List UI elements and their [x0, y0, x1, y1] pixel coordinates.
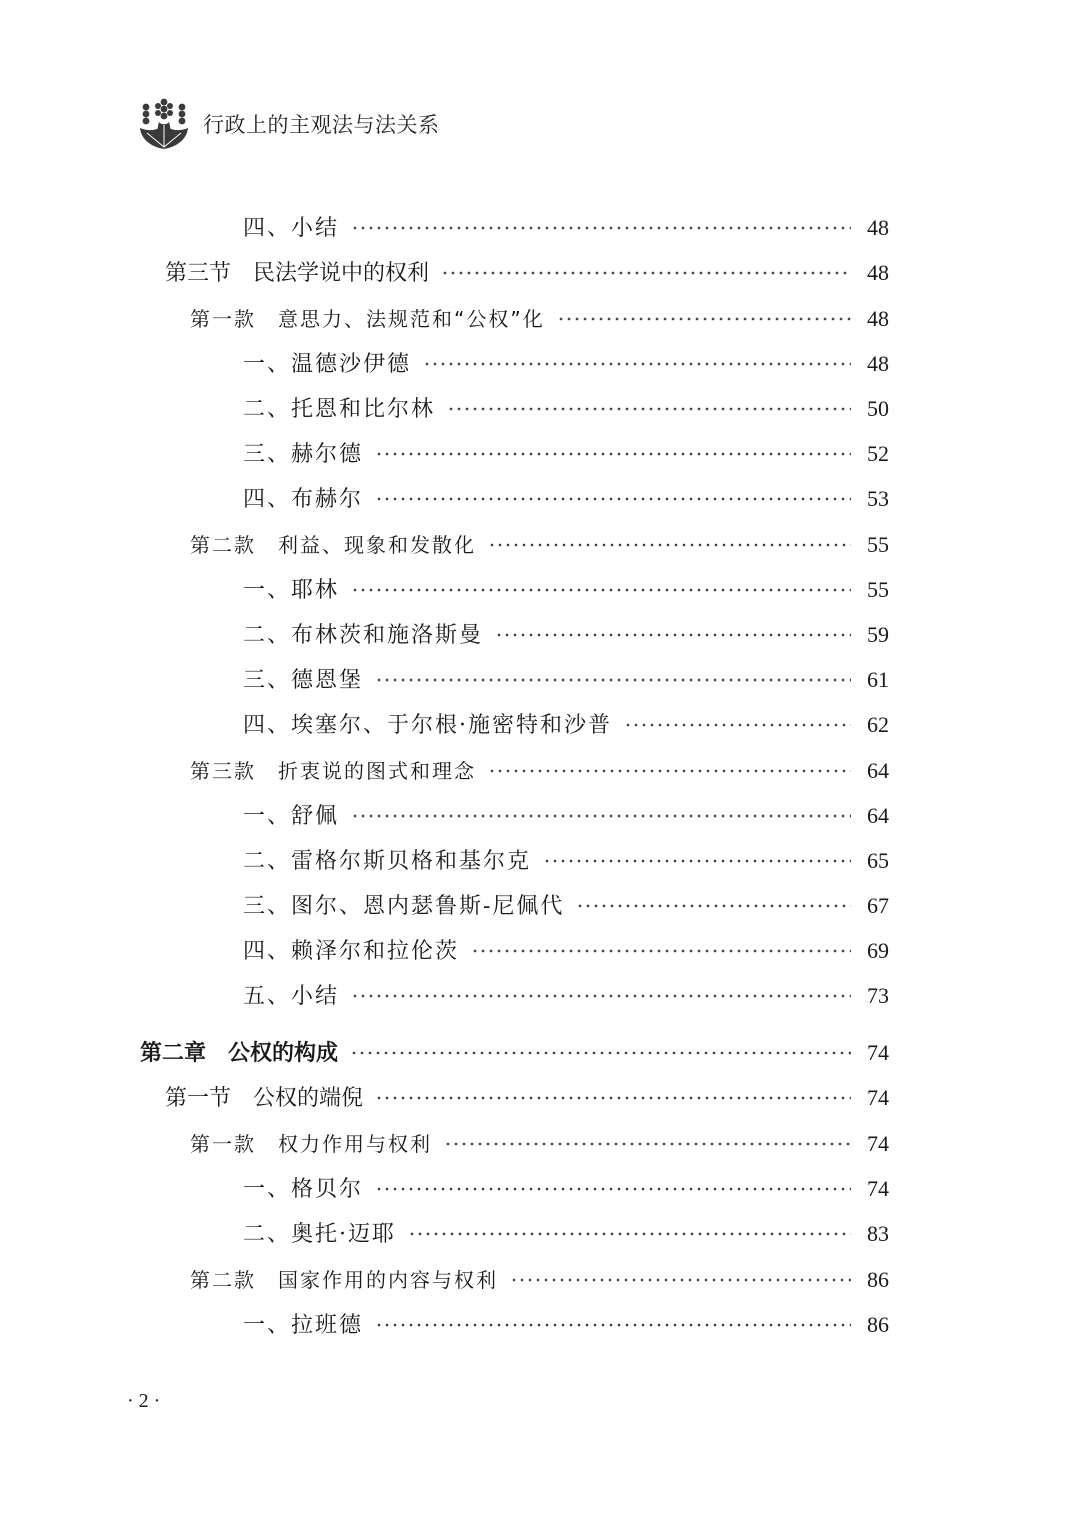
- dot-leader: [351, 226, 851, 230]
- toc-entry-title: 第一款 权力作用与权利: [190, 1132, 432, 1156]
- toc-entry-page-number: 86: [867, 1267, 889, 1292]
- toc-entry-title: 第一款 意思力、法规范和“公权”化: [190, 307, 545, 331]
- dot-leader: [375, 452, 851, 456]
- toc-entry-page-number: 83: [867, 1221, 889, 1246]
- dot-leader: [375, 678, 851, 682]
- dot-leader: [375, 1323, 851, 1327]
- toc-entry-page-number: 74: [867, 1040, 889, 1065]
- toc-entry-item: [243, 573, 889, 607]
- toc-entry-article: [190, 302, 889, 336]
- toc-entry-page-number: 67: [867, 893, 889, 918]
- toc-entry-section: [165, 256, 889, 290]
- dot-leader: [557, 317, 851, 321]
- toc-entry-article: [190, 1263, 889, 1297]
- toc-entry-page-number: 50: [867, 396, 889, 421]
- toc-entry-item: [243, 392, 889, 426]
- toc-entry-title: 四、埃塞尔、于尔根·施密特和沙普: [243, 713, 612, 738]
- toc-entry-title: 二、托恩和比尔林: [243, 397, 436, 422]
- toc-entry-item: [243, 1172, 889, 1206]
- toc-entry-title: 三、德恩堡: [243, 668, 364, 693]
- page-number: · 2 ·: [127, 1390, 161, 1412]
- running-header-title: 行政上的主观法与法关系: [203, 113, 440, 137]
- toc-entry-page-number: 53: [867, 486, 889, 511]
- toc-entry-page-number: 48: [867, 351, 889, 376]
- toc-entry-item: [243, 708, 889, 742]
- toc-entry-chapter: [140, 1036, 889, 1070]
- toc-entry-page-number: 55: [867, 577, 889, 602]
- dot-leader: [447, 407, 851, 411]
- toc-entry-title: 二、雷格尔斯贝格和基尔克: [243, 849, 532, 874]
- toc-entry-title: 四、布赫尔: [243, 487, 364, 512]
- toc-entry-page-number: 48: [867, 260, 889, 285]
- toc-entry-title: 第二款 利益、现象和发散化: [190, 533, 476, 557]
- toc-entry-item: [243, 211, 889, 245]
- toc-entry-item: [243, 482, 889, 516]
- dot-leader: [408, 1232, 851, 1236]
- toc-entry-title: 五、小结: [243, 984, 340, 1009]
- toc-entry-article: [190, 754, 889, 788]
- dot-leader: [510, 1278, 851, 1282]
- dot-leader: [471, 949, 851, 953]
- toc-entry-page-number: 64: [867, 758, 889, 783]
- toc-entry-item: [243, 934, 889, 968]
- toc-entry-item: [243, 844, 889, 878]
- dot-leader: [441, 271, 851, 275]
- toc-entry-title: 四、小结: [243, 216, 340, 241]
- toc-entry-page-number: 62: [867, 712, 889, 737]
- toc-entry-title: 一、舒佩: [243, 804, 340, 829]
- dot-leader: [350, 1051, 851, 1055]
- toc-entry-item: [243, 663, 889, 697]
- dot-leader: [375, 1096, 851, 1100]
- toc-entry-page-number: 64: [867, 803, 889, 828]
- dot-leader: [495, 633, 851, 637]
- dot-leader: [375, 497, 851, 501]
- toc-entry-page-number: 69: [867, 938, 889, 963]
- toc-entry-page-number: 55: [867, 532, 889, 557]
- toc-entry-page-number: 74: [867, 1131, 889, 1156]
- toc-entry-title: 二、奥托·迈耶: [243, 1222, 396, 1247]
- toc-entry-page-number: 61: [867, 667, 889, 692]
- toc-entry-title: 一、拉班德: [243, 1313, 364, 1338]
- toc-entry-page-number: 86: [867, 1312, 889, 1337]
- toc-entry-page-number: 74: [867, 1176, 889, 1201]
- toc-entry-item: [243, 889, 889, 923]
- toc-entry-title: 第二章 公权的构成: [140, 1041, 339, 1066]
- toc-entry-title: 二、布林茨和施洛斯曼: [243, 623, 484, 648]
- dot-leader: [423, 362, 851, 366]
- toc-entry-title: 三、赫尔德: [243, 442, 364, 467]
- toc-entry-title: 第一节 公权的端倪: [165, 1086, 364, 1111]
- toc-entry-title: 第三节 民法学说中的权利: [165, 261, 430, 286]
- toc-entry-title: 三、图尔、恩内瑟鲁斯-尼佩代: [243, 894, 565, 919]
- toc-entry-page-number: 48: [867, 215, 889, 240]
- toc-entry-page-number: 73: [867, 983, 889, 1008]
- dot-leader: [351, 588, 851, 592]
- toc-entry-article: [190, 528, 889, 562]
- dot-leader: [351, 994, 851, 998]
- toc-entry-item: [243, 437, 889, 471]
- toc-entry-title: 第二款 国家作用的内容与权利: [190, 1268, 498, 1292]
- dot-leader: [351, 814, 851, 818]
- dot-leader: [576, 904, 851, 908]
- dot-leader: [444, 1142, 851, 1146]
- toc-entry-item: [243, 979, 889, 1013]
- toc-entry-page-number: 65: [867, 848, 889, 873]
- dot-leader: [543, 859, 851, 863]
- toc-entry-item: [243, 1308, 889, 1342]
- dot-leader: [375, 1187, 851, 1191]
- toc-entry-item: [243, 799, 889, 833]
- dot-leader: [488, 769, 851, 773]
- toc-entry-section: [165, 1081, 889, 1115]
- toc-entry-title: 一、耶林: [243, 578, 340, 603]
- toc-entry-title: 一、温德沙伊德: [243, 352, 412, 377]
- dot-leader: [488, 543, 851, 547]
- toc-entry-article: [190, 1127, 889, 1161]
- toc-entry-page-number: 48: [867, 306, 889, 331]
- toc-entry-item: [243, 347, 889, 381]
- toc-entry-item: [243, 618, 889, 652]
- toc-entry-title: 四、赖泽尔和拉伦茨: [243, 939, 460, 964]
- toc-entry-page-number: 52: [867, 441, 889, 466]
- dot-leader: [624, 723, 851, 727]
- toc-entry-page-number: 74: [867, 1085, 889, 1110]
- toc-entry-title: 一、格贝尔: [243, 1177, 364, 1202]
- toc-entry-page-number: 59: [867, 622, 889, 647]
- toc-entry-title: 第三款 折衷说的图式和理念: [190, 759, 476, 783]
- toc-entry-item: [243, 1217, 889, 1251]
